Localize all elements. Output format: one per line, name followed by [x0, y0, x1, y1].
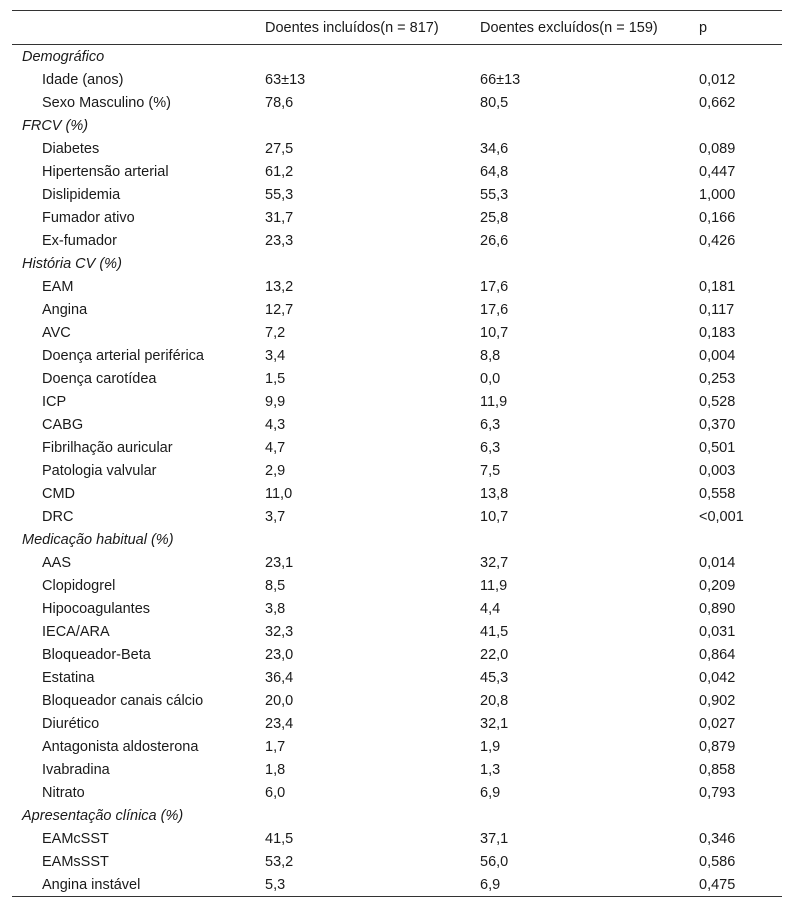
excluded-value: 6,9	[480, 784, 501, 801]
header-row	[12, 11, 782, 45]
excluded-value: 25,8	[480, 209, 509, 226]
p-value: 0,447	[699, 163, 736, 180]
p-value: 0,858	[699, 761, 736, 778]
table-row	[12, 643, 782, 666]
row-label: Antagonista aldosterona	[42, 738, 199, 755]
included-value: 63±13	[265, 71, 306, 88]
row-label: EAMsSST	[42, 853, 109, 870]
row-label: Idade (anos)	[42, 71, 124, 88]
row-label: EAMcSST	[42, 830, 109, 847]
excluded-value: 80,5	[480, 94, 509, 111]
table-row	[12, 367, 782, 390]
table-row	[12, 827, 782, 850]
table-row	[12, 758, 782, 781]
p-value: 0,346	[699, 830, 736, 847]
section-row	[12, 804, 782, 827]
included-value: 8,5	[265, 577, 286, 594]
table-body	[12, 45, 782, 897]
section-title: FRCV (%)	[22, 117, 89, 134]
row-label: CABG	[42, 416, 84, 433]
p-value: 0,253	[699, 370, 736, 387]
table-row	[12, 413, 782, 436]
excluded-value: 6,3	[480, 439, 501, 456]
included-value: 23,4	[265, 715, 294, 732]
excluded-value: 1,3	[480, 761, 501, 778]
included-value: 6,0	[265, 784, 286, 801]
p-value: 0,586	[699, 853, 736, 870]
p-value: 0,879	[699, 738, 736, 755]
table-row	[12, 206, 782, 229]
section-row	[12, 114, 782, 137]
table-row	[12, 321, 782, 344]
included-value: 23,0	[265, 646, 294, 663]
table-row	[12, 574, 782, 597]
excluded-value: 64,8	[480, 163, 509, 180]
included-value: 2,9	[265, 462, 286, 479]
excluded-value: 20,8	[480, 692, 509, 709]
included-value: 9,9	[265, 393, 286, 410]
p-value: 0,183	[699, 324, 736, 341]
p-value: 0,003	[699, 462, 736, 479]
included-value: 1,5	[265, 370, 286, 387]
table-row	[12, 183, 782, 206]
p-value: 0,475	[687, 873, 782, 897]
p-value: 0,501	[699, 439, 736, 456]
included-value: 36,4	[265, 669, 294, 686]
table-row	[12, 620, 782, 643]
included-value: 27,5	[265, 140, 294, 157]
row-label: Diurético	[42, 715, 100, 732]
header-p-value: p	[687, 11, 782, 45]
row-label: Ivabradina	[42, 761, 110, 778]
row-label: Diabetes	[42, 140, 100, 157]
row-label: Angina instável	[12, 873, 253, 897]
table-row	[12, 459, 782, 482]
row-label: Doença arterial periférica	[42, 347, 204, 364]
excluded-value: 66±13	[480, 71, 521, 88]
section-row	[12, 528, 782, 551]
table-row	[12, 482, 782, 505]
table-row	[12, 873, 782, 897]
p-value: 0,793	[699, 784, 736, 801]
p-value: 0,370	[699, 416, 736, 433]
p-value: 1,000	[699, 186, 736, 203]
excluded-value: 6,9	[468, 873, 687, 897]
table-row	[12, 68, 782, 91]
excluded-value: 41,5	[480, 623, 509, 640]
row-label: Hipocoagulantes	[42, 600, 151, 617]
excluded-value: 17,6	[480, 278, 509, 295]
table-row	[12, 551, 782, 574]
excluded-value: 55,3	[480, 186, 509, 203]
excluded-value: 22,0	[480, 646, 509, 663]
p-value: 0,558	[699, 485, 736, 502]
table-row	[12, 344, 782, 367]
row-label: Fumador ativo	[42, 209, 135, 226]
header-excluded: Doentes excluídos(n = 159)	[468, 11, 687, 45]
table-row	[12, 666, 782, 689]
p-value: 0,902	[699, 692, 736, 709]
included-value: 41,5	[265, 830, 294, 847]
included-value: 55,3	[265, 186, 294, 203]
included-value: 32,3	[265, 623, 294, 640]
included-value: 4,3	[265, 416, 286, 433]
excluded-value: 10,7	[480, 324, 509, 341]
excluded-value: 11,9	[480, 393, 508, 410]
p-value: 0,004	[699, 347, 736, 364]
table-row	[12, 505, 782, 528]
excluded-value: 11,9	[480, 577, 508, 594]
table-row	[12, 229, 782, 252]
p-value: 0,027	[699, 715, 736, 732]
excluded-value: 13,8	[480, 485, 509, 502]
row-label: Dislipidemia	[42, 186, 121, 203]
table-row	[12, 436, 782, 459]
row-label: Fibrilhação auricular	[42, 439, 173, 456]
row-label: DRC	[42, 508, 74, 525]
included-value: 3,8	[265, 600, 286, 617]
table-row	[12, 160, 782, 183]
included-value: 61,2	[265, 163, 294, 180]
header-included: Doentes incluídos(n = 817)	[253, 11, 468, 45]
section-title: Demográfico	[22, 48, 105, 65]
row-label: Clopidogrel	[42, 577, 116, 594]
p-value: 0,089	[699, 140, 736, 157]
row-label: Patologia valvular	[42, 462, 157, 479]
included-value: 78,6	[265, 94, 294, 111]
header-empty	[12, 11, 253, 45]
row-label: Ex-fumador	[42, 232, 117, 249]
table-row	[12, 390, 782, 413]
row-label: AAS	[42, 554, 72, 571]
excluded-value: 56,0	[480, 853, 509, 870]
p-value: 0,166	[699, 209, 736, 226]
table-row	[12, 275, 782, 298]
excluded-value: 32,1	[480, 715, 509, 732]
table-header	[12, 11, 782, 45]
row-label: Doença carotídea	[42, 370, 157, 387]
row-label: Nitrato	[42, 784, 85, 801]
row-label: AVC	[42, 324, 71, 341]
included-value: 20,0	[265, 692, 294, 709]
section-title: Medicação habitual (%)	[22, 531, 174, 548]
p-value: 0,117	[699, 301, 735, 318]
included-value: 1,7	[265, 738, 286, 755]
included-value: 5,3	[253, 873, 468, 897]
row-label: Hipertensão arterial	[42, 163, 169, 180]
row-label: CMD	[42, 485, 76, 502]
table-row	[12, 91, 782, 114]
excluded-value: 32,7	[480, 554, 509, 571]
row-label: Angina	[42, 301, 88, 318]
included-value: 7,2	[265, 324, 286, 341]
included-value: 4,7	[265, 439, 286, 456]
table-row	[12, 137, 782, 160]
row-label: EAM	[42, 278, 74, 295]
table-row	[12, 597, 782, 620]
excluded-value: 0,0	[480, 370, 501, 387]
row-label: IECA/ARA	[42, 623, 110, 640]
p-value: 0,042	[699, 669, 736, 686]
included-value: 23,1	[265, 554, 294, 571]
section-row	[12, 252, 782, 275]
table-row	[12, 298, 782, 321]
row-label: Bloqueador-Beta	[42, 646, 151, 663]
included-value: 3,7	[265, 508, 286, 525]
table-row	[12, 689, 782, 712]
p-value: 0,181	[699, 278, 736, 295]
p-value: 0,662	[699, 94, 736, 111]
section-row	[12, 45, 782, 69]
excluded-value: 7,5	[480, 462, 501, 479]
p-value: 0,012	[699, 71, 736, 88]
p-value: 0,890	[699, 600, 736, 617]
excluded-value: 10,7	[480, 508, 509, 525]
row-label: Sexo Masculino (%)	[42, 94, 171, 111]
excluded-value: 17,6	[480, 301, 509, 318]
data-table-container	[12, 10, 782, 897]
included-value: 12,7	[265, 301, 294, 318]
included-value: 31,7	[265, 209, 294, 226]
row-label: ICP	[42, 393, 67, 410]
included-value: 23,3	[265, 232, 294, 249]
section-title: Apresentação clínica (%)	[22, 807, 184, 824]
p-value: 0,031	[699, 623, 736, 640]
p-value: 0,528	[699, 393, 736, 410]
table-row	[12, 781, 782, 804]
included-value: 13,2	[265, 278, 294, 295]
row-label: Estatina	[42, 669, 95, 686]
excluded-value: 26,6	[480, 232, 509, 249]
included-value: 3,4	[265, 347, 286, 364]
excluded-value: 8,8	[480, 347, 501, 364]
p-value: 0,209	[699, 577, 736, 594]
excluded-value: 37,1	[480, 830, 509, 847]
p-value: 0,864	[699, 646, 736, 663]
p-value: 0,014	[699, 554, 736, 571]
row-label: Bloqueador canais cálcio	[42, 692, 204, 709]
section-title: História CV (%)	[22, 255, 122, 272]
excluded-value: 1,9	[480, 738, 501, 755]
excluded-value: 34,6	[480, 140, 509, 157]
p-value: <0,001	[699, 508, 744, 525]
included-value: 53,2	[265, 853, 294, 870]
included-value: 11,0	[265, 485, 293, 502]
excluded-value: 6,3	[480, 416, 501, 433]
excluded-value: 4,4	[480, 600, 501, 617]
included-value: 1,8	[265, 761, 286, 778]
patients-comparison-table	[12, 10, 782, 897]
table-row	[12, 735, 782, 758]
table-row	[12, 850, 782, 873]
excluded-value: 45,3	[480, 669, 509, 686]
p-value: 0,426	[699, 232, 736, 249]
table-row	[12, 712, 782, 735]
